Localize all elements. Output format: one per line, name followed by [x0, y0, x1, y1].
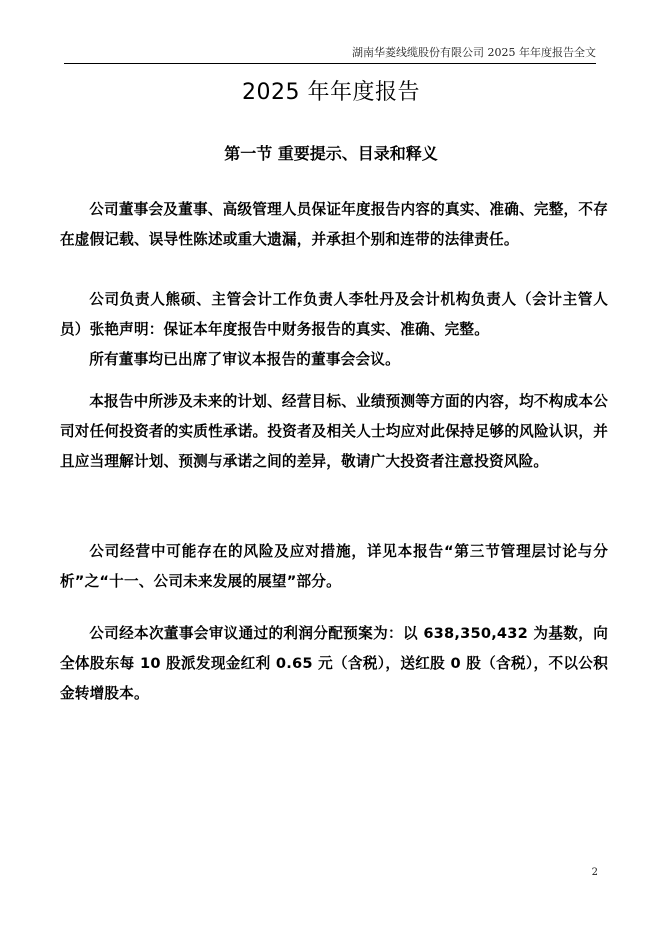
- document-title: 2025 年年度报告: [242, 80, 420, 105]
- page-number: 2: [591, 867, 598, 878]
- paragraph-forward-looking-statement: 本报告中所涉及未来的计划、经营目标、业绩预测等方面的内容，均不构成本公司对任何投资者的实质性承诺。投资者及相关人士均应对此保持足够的风险认识，并且应当理解计划、预测与承诺之间的差异，敬请广大投资者注意投资风险。: [60, 393, 608, 470]
- running-header: 湖南华菱线缆股份有限公司 2025 年年度报告全文: [352, 46, 596, 59]
- paragraph-profit-distribution: 公司经本次董事会审议通过的利润分配预案为：以 638,350,432 为基数，向全体股东每 10 股派发现金红利 0.65 元（含税），送红股 0 股（含税），不以公积金转增股本。: [60, 625, 608, 702]
- paragraph-responsible-persons: 公司负责人熊硕、主管会计工作负责人李牡丹及会计机构负责人（会计主管人员）张艳声明：保证本年度报告中财务报告的真实、准确、完整。: [60, 291, 608, 338]
- paragraph-risk-reference: 公司经营中可能存在的风险及应对措施，详见本报告“第三节管理层讨论与分析”之“十一、公司未来发展的展望”部分。: [60, 543, 608, 590]
- paragraph-directors-attendance: 所有董事均已出席了审议本报告的董事会会议。: [89, 351, 400, 368]
- header-divider: [64, 63, 596, 64]
- section-title: 第一节 重要提示、目录和释义: [224, 144, 438, 163]
- paragraph-board-guarantee: 公司董事会及董事、高级管理人员保证年度报告内容的真实、准确、完整，不存在虚假记载、误导性陈述或重大遗漏，并承担个别和连带的法律责任。: [60, 201, 608, 248]
